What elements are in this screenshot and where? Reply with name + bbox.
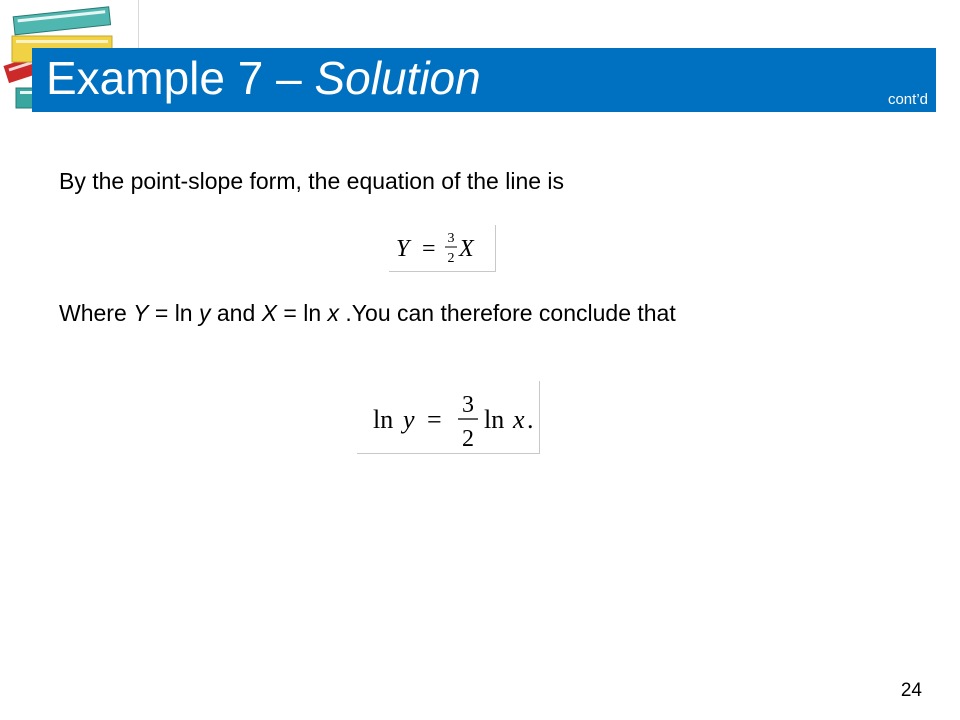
eq2-var-x: x bbox=[513, 405, 525, 434]
var-X: X bbox=[261, 300, 277, 326]
slide-title: Example 7 – Solution bbox=[46, 52, 481, 104]
decorative-rule bbox=[138, 0, 139, 48]
eq2-var-y: y bbox=[403, 405, 415, 434]
eq1-numerator: 3 bbox=[447, 231, 455, 246]
eq2-numerator: 3 bbox=[462, 392, 474, 418]
equation-1 bbox=[389, 225, 496, 272]
equation-1-svg bbox=[389, 225, 495, 271]
eq2-ln-1: ln bbox=[373, 405, 394, 434]
slide-title-italic: Solution bbox=[314, 52, 481, 104]
eq2-ln-2: ln bbox=[484, 405, 505, 434]
body-paragraph-2: Where Y = ln y and X = ln x .You can therefore conclude that bbox=[59, 300, 676, 326]
title-bar bbox=[32, 48, 936, 112]
equation-2 bbox=[357, 381, 540, 454]
eq1-equals: = bbox=[422, 236, 436, 262]
var-y: y bbox=[199, 300, 211, 326]
continued-label: cont’d bbox=[887, 91, 928, 108]
var-Y: Y bbox=[133, 300, 149, 326]
eq2-denominator: 2 bbox=[462, 426, 474, 452]
eq1-denominator: 2 bbox=[447, 251, 455, 266]
body-line-1: By the point-slope form, the equation of the line is bbox=[59, 168, 565, 194]
eq2-period: . bbox=[527, 405, 534, 434]
page-number: 24 bbox=[900, 680, 922, 701]
eq2-equals: = bbox=[427, 405, 442, 434]
eq1-rhs: X bbox=[459, 236, 474, 262]
eq1-lhs: Y bbox=[396, 236, 410, 262]
equation-2-svg bbox=[357, 381, 539, 453]
var-x: x bbox=[327, 300, 340, 326]
